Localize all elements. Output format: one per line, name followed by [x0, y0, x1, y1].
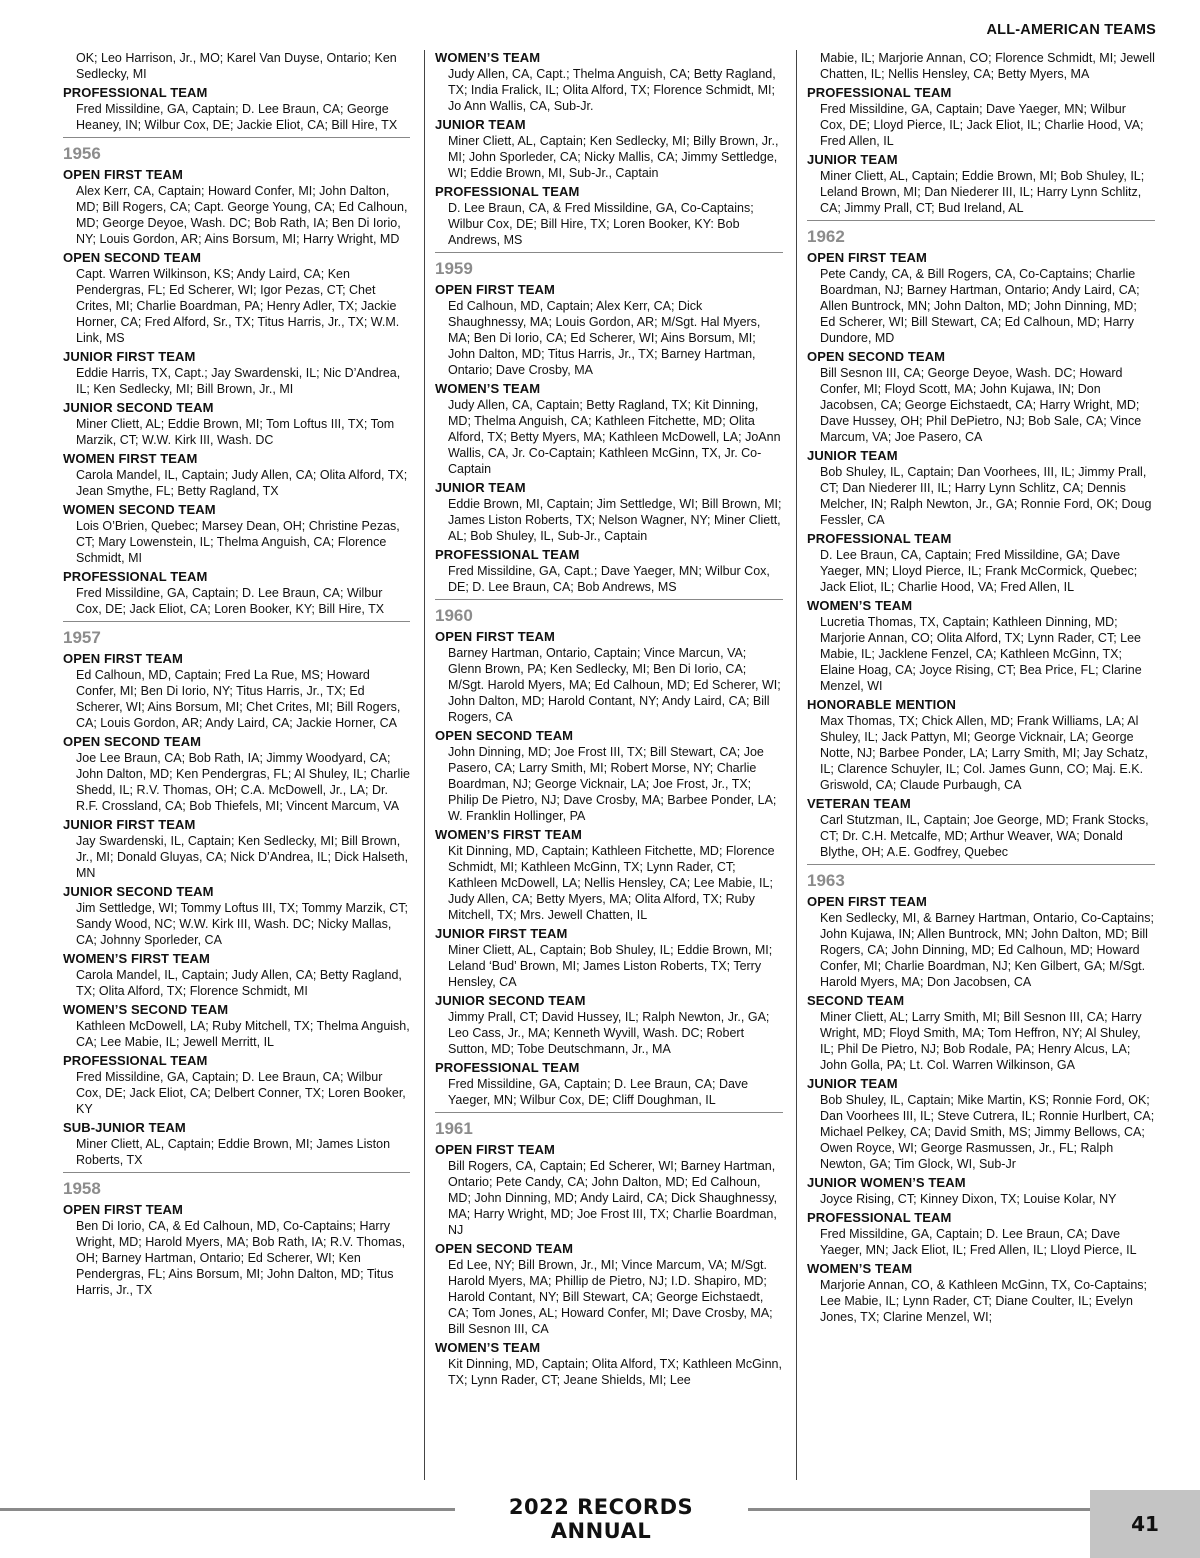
team-members: Ed Lee, NY; Bill Brown, Jr., MI; Vince Marcum, VA; M/Sgt. Harold Myers, MA; Phillip de Pietro, NJ; I.D. Shapiro, MD; Harold Contant, NY; Bill Stewart, CA; George Eichstaedt, CA; Tom Jones, AL; Howard Confer, MI; Dave Crosby, MA; Bill Sesnon III, CA [448, 1258, 773, 1336]
team-members: Bill Rogers, CA, Captain; Ed Scherer, WI; Barney Hartman, Ontario; Pete Candy, CA; John Dalton, MD; Ed Calhoun, MD; John Dinning, MD; Andy Laird, CA; Dick Shaughnessy, MA; Harry Wright, MD; Joe Frost III, TX; Charlie Boardman, NJ [448, 1159, 778, 1237]
team-section [807, 152, 1155, 216]
team-members: Miner Cliett, AL; Larry Smith, MI; Bill Sesnon III, CA; Harry Wright, MD; Floyd Smith, MA; Tom Heffron, NY; Al Shuley, IL; Phil De Pietro, NJ; Bob Rodale, PA; Henry Alcus, LA; John Golla, PA; Lt. Col. Warren Wilkinson, GA [820, 1010, 1142, 1072]
team-members: Mabie, IL; Marjorie Annan, CO; Florence Schmidt, MI; Jewell Chatten, IL; Nellis Hensley, CA; Betty Myers, MA [820, 51, 1155, 81]
team-members: Bob Shuley, IL, Captain; Dan Voorhees, III, IL; Jimmy Prall, CT; Dan Niederer III, IL; Harry Lynn Schlitz, CA; Dennis Melcher, IN; Ralph Newton, Jr., GA; Ronnie Ford, OK; Doug Fessler, CA [820, 465, 1152, 527]
team-section [63, 569, 410, 617]
year-block [807, 220, 1155, 248]
team-members: Carola Mandel, IL, Captain; Judy Allen, CA; Betty Ragland, TX; Olita Alford, TX; Florence Schmidt, MI [76, 968, 402, 998]
team-section [63, 734, 410, 814]
team-heading: JUNIOR SECOND TEAM [435, 993, 586, 1008]
footer-rule [0, 1508, 455, 1511]
team-heading: WOMEN’S TEAM [807, 1261, 913, 1276]
team-heading: JUNIOR TEAM [807, 152, 898, 167]
footer-rule [748, 1508, 1090, 1511]
team-section [63, 1120, 410, 1168]
team-members: Ben Di Iorio, CA, & Ed Calhoun, MD, Co-Captains; Harry Wright, MD; Harold Myers, MA; Bob Rath, IA; R.V. Thomas, OH; Barney Hartman, Ontario; Ed Scherer, WI; Ken Pendergras, FL; Ains Borsum, MI; John Dalton, MD; Titus Harris, Jr., TX [76, 1219, 406, 1297]
team-heading: OPEN FIRST TEAM [63, 651, 183, 666]
column-left [63, 50, 410, 1301]
team-heading: WOMEN’S FIRST TEAM [435, 827, 582, 842]
year-heading: 1961 [435, 1119, 473, 1138]
team-heading: VETERAN TEAM [807, 796, 911, 811]
team-section [435, 827, 783, 923]
team-members: Fred Missildine, GA, Captain; D. Lee Braun, CA; Wilbur Cox, DE; Jack Eliot, CA; Delbert Conner, TX; Loren Booker, KY [76, 1070, 406, 1116]
year-heading: 1959 [435, 259, 473, 278]
team-section [63, 502, 410, 566]
team-section [807, 1076, 1155, 1172]
team-members: Lucretia Thomas, TX, Captain; Kathleen Dinning, MD; Marjorie Annan, CO; Olita Alford, TX; Lynn Rader, CT; Lee Mabie, IL; Jacklene Fenzel, CA; Kathleen McGinn, TX; Elaine Hoag, CA; Joyce Rising, CT; Bea Price, FL; Clarine Menzel, WI [820, 615, 1142, 693]
team-heading: JUNIOR SECOND TEAM [63, 884, 214, 899]
team-section [807, 531, 1155, 595]
team-heading: WOMEN SECOND TEAM [63, 502, 216, 517]
team-section [807, 250, 1155, 346]
team-heading: JUNIOR TEAM [435, 480, 526, 495]
team-members: Kit Dinning, MD, Captain; Kathleen Fitchette, MD; Florence Schmidt, MI; Kathleen McGinn, TX; Lynn Rader, CT; Kathleen McDowell, LA; Nellis Hensley, CA; Lee Mabie, IL; Judy Allen, CA; Betty Myers, MA; Olita Alford, TX; Ruby Mitchell, TX; Mrs. Jewell Chatten, IL [448, 844, 775, 922]
team-section [807, 993, 1155, 1073]
team-members: Ed Calhoun, MD, Captain; Alex Kerr, CA; Dick Shaughnessy, MA; Louis Gordon, AR; M/Sgt. Hal Myers, MA; Ben Di Iorio, CA; Ed Scherer, WI; Ains Borsum, MI; John Dalton, MD; Titus Harris, Jr., TX; Barney Hartman, Ontario; Dave Crosby, MA [448, 299, 761, 377]
team-heading: OPEN SECOND TEAM [63, 734, 202, 749]
page-footer [0, 1490, 1200, 1558]
team-heading: OPEN FIRST TEAM [435, 1142, 555, 1157]
year-heading: 1956 [63, 144, 101, 163]
team-section [63, 817, 410, 881]
team-heading: PROFESSIONAL TEAM [807, 531, 952, 546]
team-section [435, 629, 783, 725]
team-heading: PROFESSIONAL TEAM [435, 547, 580, 562]
team-section [435, 547, 783, 595]
team-section [63, 50, 410, 82]
column-divider [424, 50, 425, 1480]
team-section [63, 349, 410, 397]
team-members: Jay Swardenski, IL, Captain; Ken Sedlecky, MI; Bill Brown, Jr., MI; Donald Gluyas, CA; Nick D’Andrea, IL; Dick Halseth, MN [76, 834, 409, 880]
team-section [807, 796, 1155, 860]
team-heading: WOMEN’S TEAM [435, 1340, 541, 1355]
team-members: Fred Missildine, GA, Captain; D. Lee Braun, CA; Dave Yaeger, MN; Wilbur Cox, DE; Cliff Doughman, IL [448, 1077, 749, 1107]
running-header: ALL-AMERICAN TEAMS [986, 22, 1156, 38]
team-section [435, 282, 783, 378]
team-section [63, 1053, 410, 1117]
team-members: John Dinning, MD; Joe Frost III, TX; Bill Stewart, CA; Joe Pasero, CA; Larry Smith, MI; Robert Morse, NY; Charlie Boardman, NJ; George Vicknair, LA; Joe Frost, Jr., TX; Philip De Pietro, NJ; Dave Crosby, MA; Barbee Ponder, LA; W. Franklin Hollinger, PA [448, 745, 777, 823]
team-members: Ed Calhoun, MD, Captain; Fred La Rue, MS; Howard Confer, MI; Ben Di Iorio, NY; Titus Harris, Jr., TX; Ed Scherer, WI; Ains Borsum, MI; Chet Crites, MI; Bill Rogers, CA; Louis Gordon, AR; Andy Laird, CA; Jackie Horner, CA [76, 668, 401, 730]
team-members: Fred Missildine, GA, Captain; Dave Yaeger, MN; Wilbur Cox, DE; Lloyd Pierce, IL; Jack Eliot, IL; Charlie Hood, VA; Fred Allen, IL [820, 102, 1144, 148]
team-members: OK; Leo Harrison, Jr., MO; Karel Van Duyse, Ontario; Ken Sedlecky, MI [76, 51, 397, 81]
team-heading: OPEN FIRST TEAM [63, 167, 183, 182]
team-members: Lois O’Brien, Quebec; Marsey Dean, OH; Christine Pezas, CT; Mary Lowenstein, IL; Thelma Anguish, CA; Florence Schmidt, MI [76, 519, 400, 565]
team-heading: JUNIOR SECOND TEAM [63, 400, 214, 415]
team-members: Judy Allen, CA, Captain; Betty Ragland, TX; Kit Dinning, MD; Thelma Anguish, CA; Kathleen Fitchette, MD; Olita Alford, TX; Betty Myers, MA; Kathleen McDowell, LA; JoAnn Wallis, CA, Jr. Co-Captain; Kathleen McGinn, TX, Jr. Co-Captain [448, 398, 781, 476]
team-members: Bill Sesnon III, CA; George Deyoe, Wash. DC; Howard Confer, MI; Floyd Scott, MA; John Kujawa, IN; Don Jacobsen, CA; George Eichstaedt, CA; Harry Wright, MD; Dave Hussey, OH; Phil DePietro, NJ; Bob Sale, CA; Vince Marcum, VA; Joe Pasero, CA [820, 366, 1142, 444]
year-block [807, 864, 1155, 892]
team-heading: OPEN FIRST TEAM [435, 282, 555, 297]
team-heading: OPEN SECOND TEAM [807, 349, 946, 364]
team-members: Miner Cliett, AL, Captain; Eddie Brown, MI; Bob Shuley, IL; Leland Brown, MI; Dan Niederer III, IL; Harry Lynn Schlitz, CA; Jimmy Prall, CT; Bud Ireland, AL [820, 169, 1145, 215]
team-section [807, 85, 1155, 149]
team-section [807, 50, 1155, 82]
team-heading: JUNIOR FIRST TEAM [435, 926, 568, 941]
team-section [63, 400, 410, 448]
team-members: Fred Missildine, GA, Captain; D. Lee Braun, CA; George Heaney, IN; Wilbur Cox, DE; Jackie Eliot, CA; Bill Hire, TX [76, 102, 398, 132]
team-members: Marjorie Annan, CO, & Kathleen McGinn, TX, Co-Captains; Lee Mabie, IL; Lynn Rader, CT; Diane Coulter, IL; Evelyn Jones, TX; Clarine Menzel, WI; [820, 1278, 1148, 1324]
team-section [63, 884, 410, 948]
team-section [807, 1261, 1155, 1325]
team-section [63, 1002, 410, 1050]
team-section [435, 1060, 783, 1108]
team-members: Kit Dinning, MD, Captain; Olita Alford, TX; Kathleen McGinn, TX; Lynn Rader, CT; Jeane Shields, MI; Lee [448, 1357, 782, 1387]
team-members: Fred Missildine, GA, Capt.; Dave Yaeger, MN; Wilbur Cox, DE; D. Lee Braun, CA; Bob Andrews, MS [448, 564, 770, 594]
team-heading: JUNIOR TEAM [807, 1076, 898, 1091]
team-members: D. Lee Braun, CA, & Fred Missildine, GA, Co-Captains; Wilbur Cox, DE; Bill Hire, TX; Loren Booker, KY: Bob Andrews, MS [448, 201, 754, 247]
team-section [435, 117, 783, 181]
year-heading: 1958 [63, 1179, 101, 1198]
team-heading: PROFESSIONAL TEAM [63, 569, 208, 584]
team-section [807, 598, 1155, 694]
team-members: Pete Candy, CA, & Bill Rogers, CA, Co-Captains; Charlie Boardman, NJ; Barney Hartman, Ontario; Andy Laird, CA; Allen Buntrock, MN; John Dalton, MD; John Dinning, MD; Ed Scherer, WI; Bill Stewart, CA; Ed Calhoun, MD; Harry Dundore, MD [820, 267, 1140, 345]
year-block [435, 599, 783, 627]
team-section [435, 728, 783, 824]
team-heading: OPEN SECOND TEAM [63, 250, 202, 265]
team-members: Bob Shuley, IL, Captain; Mike Martin, KS; Ronnie Ford, OK; Dan Voorhees III, IL; Steve Cutrera, IL; Ronnie Hurlbert, CA; Michael Pelkey, CA; David Smith, MS; Jimmy Bellows, CA; Owen Royce, WI; George Rasmussen, Jr., FL; Ralph Newton, GA; Tim Glock, WI, Sub-Jr [820, 1093, 1155, 1171]
team-members: Fred Missildine, GA, Captain; D. Lee Braun, CA; Dave Yaeger, MN; Jack Eliot, IL; Fred Allen, IL; Lloyd Pierce, IL [820, 1227, 1137, 1257]
team-members: Kathleen McDowell, LA; Ruby Mitchell, TX; Thelma Anguish, CA; Lee Mabie, IL; Jewell Merritt, IL [76, 1019, 410, 1049]
team-section [435, 1340, 783, 1388]
year-heading: 1960 [435, 606, 473, 625]
team-members: Miner Cliett, AL; Eddie Brown, MI; Tom Loftus III, TX; Tom Marzik, CT; W.W. Kirk III, Wash. DC [76, 417, 395, 447]
team-heading: OPEN FIRST TEAM [807, 250, 927, 265]
team-section [63, 85, 410, 133]
team-members: Jimmy Prall, CT; David Hussey, IL; Ralph Newton, Jr., GA; Leo Cass, Jr., MA; Kenneth Wyvill, Wash. DC; Robert Sutton, MD; Tobe Deutschmann, Jr., MA [448, 1010, 770, 1056]
team-members: Judy Allen, CA, Capt.; Thelma Anguish, CA; Betty Ragland, TX; India Fralick, IL; Olita Alford, TX; Florence Schmidt, MI; Jo Ann Wallis, CA, Sub-Jr. [448, 67, 776, 113]
team-members: Carl Stutzman, IL, Captain; Joe George, MD; Frank Stocks, CT; Dr. C.H. Metcalfe, MD; Arthur Weaver, WA; Donald Blythe, OH; A.E. Godfrey, Quebec [820, 813, 1149, 859]
team-members: Jim Settledge, WI; Tommy Loftus III, TX; Tommy Marzik, CT; Sandy Wood, NC; W.W. Kirk III, Wash. DC; Nicky Mallas, CA; Johnny Sporleder, CA [76, 901, 409, 947]
team-members: Alex Kerr, CA, Captain; Howard Confer, MI; John Dalton, MD; Bill Rogers, CA; Capt. George Young, CA; Ed Calhoun, MD; George Deyoe, Wash. DC; Bob Rath, IA; Ben Di Iorio, NY; Louis Gordon, AR; Ains Borsum, MI; Harry Wright, MD [76, 184, 408, 246]
team-members: Joyce Rising, CT; Kinney Dixon, TX; Louise Kolar, NY [820, 1192, 1117, 1206]
team-heading: OPEN SECOND TEAM [435, 728, 574, 743]
team-heading: WOMEN’S SECOND TEAM [63, 1002, 229, 1017]
team-section [807, 349, 1155, 445]
team-heading: OPEN FIRST TEAM [435, 629, 555, 644]
column-divider [796, 50, 797, 1480]
team-members: Carola Mandel, IL, Captain; Judy Allen, CA; Olita Alford, TX; Jean Smythe, FL; Betty Ragland, TX [76, 468, 408, 498]
team-heading: PROFESSIONAL TEAM [807, 85, 952, 100]
team-section [807, 1175, 1155, 1207]
team-section [63, 451, 410, 499]
team-members: Miner Cliett, AL, Captain; Eddie Brown, MI; James Liston Roberts, TX [76, 1137, 391, 1167]
team-heading: SUB-JUNIOR TEAM [63, 1120, 186, 1135]
page-number: 41 [1090, 1490, 1200, 1558]
team-section [435, 480, 783, 544]
team-members: Ken Sedlecky, MI, & Barney Hartman, Ontario, Co-Captains; John Kujawa, IN; Allen Buntrock, MN; John Dalton, MD; Bill Rogers, CA; John Dinning, MD; Ed Calhoun, MD; Howard Confer, MI; Charlie Boardman, NJ; Ken Gilbert, GA; M/Sgt. Harold Myers, MA; Don Jacobsen, CA [820, 911, 1154, 989]
team-heading: PROFESSIONAL TEAM [435, 184, 580, 199]
team-section [63, 651, 410, 731]
team-members: Eddie Harris, TX, Capt.; Jay Swardenski, IL; Nic D’Andrea, IL; Ken Sedlecky, MI; Bill Brown, Jr., MI [76, 366, 401, 396]
team-members: Max Thomas, TX; Chick Allen, MD; Frank Williams, LA; Al Shuley, IL; Jack Pattyn, MI; George Vicknair, LA; George Notte, NJ; Barbee Ponder, LA; Larry Smith, MI; Jay Schatz, IL; Clarence Schuyler, IL; Col. James Gunn, CO; Maj. E.K. Griswold, CA; Claude Purbaugh, CA [820, 714, 1148, 792]
team-heading: PROFESSIONAL TEAM [807, 1210, 952, 1225]
year-heading: 1957 [63, 628, 101, 647]
team-heading: WOMEN’S TEAM [435, 381, 541, 396]
team-members: D. Lee Braun, CA, Captain; Fred Missildine, GA; Dave Yaeger, MN; Lloyd Pierce, IL; Frank McCormick, Quebec; Jack Eliot, IL; Charlie Hood, VA; Fred Allen, IL [820, 548, 1138, 594]
team-section [63, 951, 410, 999]
team-heading: WOMEN’S FIRST TEAM [63, 951, 210, 966]
team-section [807, 894, 1155, 990]
year-block [63, 1172, 410, 1200]
team-section [63, 167, 410, 247]
team-heading: JUNIOR TEAM [435, 117, 526, 132]
team-heading: JUNIOR WOMEN’S TEAM [807, 1175, 966, 1190]
team-heading: PROFESSIONAL TEAM [63, 85, 208, 100]
team-section [435, 1142, 783, 1238]
team-members: Barney Hartman, Ontario, Captain; Vince Marcun, VA; Glenn Brown, PA; Ken Sedlecky, MI; Ben Di Iorio, CA; M/Sgt. Harold Myers, MA; Ed Calhoun, MD; Ed Scherer, WI; John Dalton, MD; Harold Contant, NY; Andy Laird, CA; Bill Rogers, CA [448, 646, 781, 724]
year-block [435, 252, 783, 280]
team-section [63, 1202, 410, 1298]
team-members: Fred Missildine, GA, Captain; D. Lee Braun, CA; Wilbur Cox, DE; Jack Eliot, CA; Loren Booker, KY; Bill Hire, TX [76, 586, 385, 616]
year-heading: 1963 [807, 871, 845, 890]
team-section [435, 993, 783, 1057]
team-heading: OPEN FIRST TEAM [63, 1202, 183, 1217]
team-section [435, 50, 783, 114]
team-members: Eddie Brown, MI, Captain; Jim Settledge, WI; Bill Brown, MI; James Liston Roberts, TX; Nelson Wagner, NY; Miner Cliett, AL; Bob Shuley, IL, Sub-Jr., Captain [448, 497, 782, 543]
team-heading: PROFESSIONAL TEAM [63, 1053, 208, 1068]
footer-title: 2022 RECORDS ANNUAL [508, 1495, 694, 1543]
team-section [435, 926, 783, 990]
team-heading: HONORABLE MENTION [807, 697, 957, 712]
team-members: Miner Cliett, AL, Captain; Ken Sedlecky, MI; Billy Brown, Jr., MI; John Sporleder, CA; Nicky Mallis, CA; Jimmy Settledge, WI; Eddie Brown, MI, Sub-Jr., Captain [448, 134, 779, 180]
team-heading: SECOND TEAM [807, 993, 905, 1008]
team-heading: OPEN SECOND TEAM [435, 1241, 574, 1256]
team-heading: JUNIOR FIRST TEAM [63, 349, 196, 364]
team-heading: WOMEN’S TEAM [435, 50, 541, 65]
team-section [807, 448, 1155, 528]
year-block [435, 1112, 783, 1140]
team-heading: PROFESSIONAL TEAM [435, 1060, 580, 1075]
team-heading: JUNIOR TEAM [807, 448, 898, 463]
team-section [435, 381, 783, 477]
team-members: Joe Lee Braun, CA; Bob Rath, IA; Jimmy Woodyard, CA; John Dalton, MD; Ken Pendergras, FL; Al Shuley, IL; Charlie Shedd, IL; R.V. Thomas, OH; C.A. McDowell, Jr., LA; Dr. R.F. Crossland, CA; Bob Thiefels, MI; Vincent Marcum, VA [76, 751, 410, 813]
year-block [63, 137, 410, 165]
team-section [807, 1210, 1155, 1258]
column-right [807, 50, 1155, 1328]
team-section [63, 250, 410, 346]
team-section [807, 697, 1155, 793]
team-heading: WOMEN FIRST TEAM [63, 451, 198, 466]
team-members: Miner Cliett, AL, Captain; Bob Shuley, IL; Eddie Brown, MI; Leland ‘Bud’ Brown, MI; James Liston Roberts, TX; Terry Hensley, CA [448, 943, 773, 989]
year-block [63, 621, 410, 649]
team-heading: JUNIOR FIRST TEAM [63, 817, 196, 832]
column-middle [435, 50, 783, 1391]
year-heading: 1962 [807, 227, 845, 246]
team-heading: OPEN FIRST TEAM [807, 894, 927, 909]
team-section [435, 184, 783, 248]
team-members: Capt. Warren Wilkinson, KS; Andy Laird, CA; Ken Pendergras, FL; Ed Scherer, WI; Igor Pezas, CT; Chet Crites, MI; Charlie Boardman, PA; Henry Adler, TX; Jackie Horner, CA; Fred Alford, Sr., TX; Titus Harris, Jr., TX; W.M. Link, MS [76, 267, 400, 345]
team-section [435, 1241, 783, 1337]
team-heading: WOMEN’S TEAM [807, 598, 913, 613]
